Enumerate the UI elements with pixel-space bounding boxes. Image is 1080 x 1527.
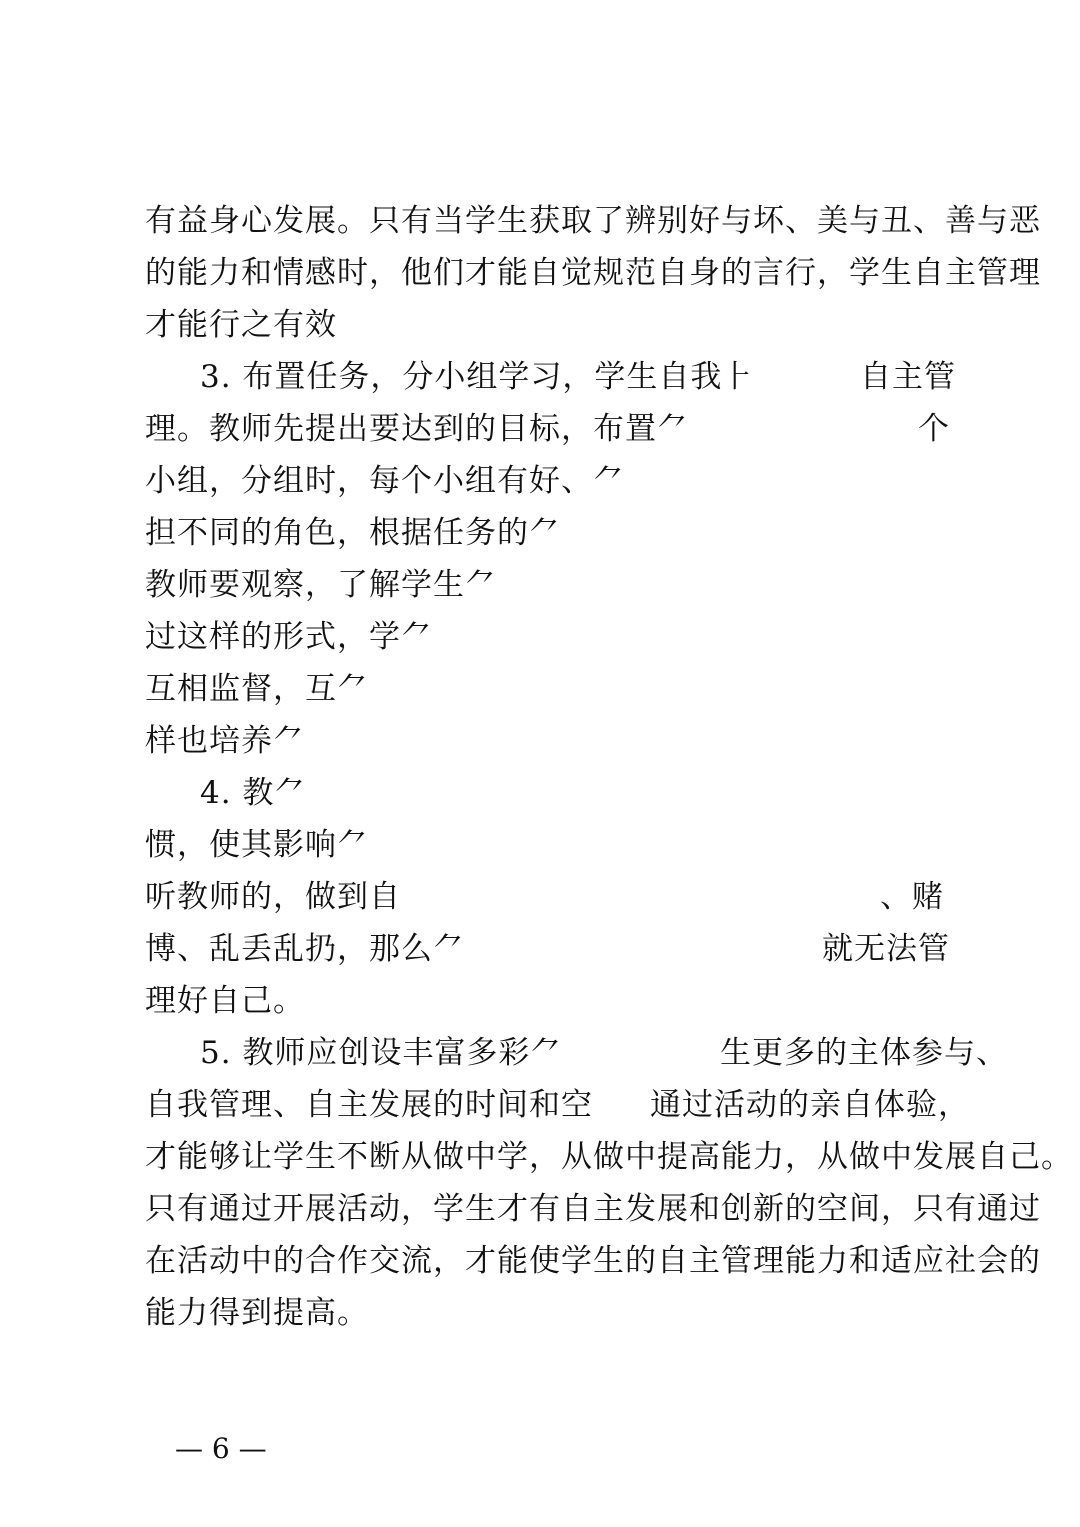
text-line-7: 担不同的角色，根据任务的⺈ bbox=[145, 515, 561, 551]
text-line-12: 4. 教⺈ bbox=[200, 775, 307, 811]
text-line-1: 有益身心发展。只有当学生获取了辨别好与坏、美与丑、善与恶 bbox=[145, 203, 1041, 239]
text-line-4: 3. 布置任务，分小组学习，学生自我⺊ bbox=[200, 359, 755, 395]
text-line-19: 才能够让学生不断从做中学，从做中提高能力，从做中发展自己。 bbox=[145, 1139, 1073, 1175]
text-line-8: 教师要观察，了解学生⺈ bbox=[145, 567, 497, 603]
text-line-20: 只有通过开展活动，学生才有自主发展和创新的空间，只有通过 bbox=[145, 1191, 1041, 1227]
text-line-5-right: 个 bbox=[918, 411, 950, 447]
page-number: — 6 — bbox=[175, 1432, 267, 1465]
text-line-10: 互相监督，互⺈ bbox=[145, 671, 369, 707]
text-line-14-right: 、赌 bbox=[880, 879, 944, 915]
text-line-21: 在活动中的合作交流，才能使学生的自主管理能力和适应社会的 bbox=[145, 1243, 1041, 1279]
text-line-16: 理好自己。 bbox=[145, 983, 305, 1019]
text-line-4-right: 自主管 bbox=[860, 359, 956, 395]
text-line-15: 博、乱丢乱扔，那么⺈ bbox=[145, 931, 465, 967]
text-line-11: 样也培养⺈ bbox=[145, 723, 305, 759]
text-line-9: 过这样的形式，学⺈ bbox=[145, 619, 433, 655]
text-line-13: 惯，使其影响⺈ bbox=[145, 827, 369, 863]
text-line-18-right: 通过活动的亲自体验， bbox=[650, 1087, 970, 1123]
text-line-6: 小组，分组时，每个小组有好、⺈ bbox=[145, 463, 625, 499]
text-line-22: 能力得到提高。 bbox=[145, 1295, 369, 1331]
text-line-17: 5. 教师应创设丰富多彩⺈ bbox=[200, 1035, 563, 1071]
text-line-14: 听教师的，做到自 bbox=[145, 879, 401, 915]
text-line-3: 才能行之有效 bbox=[145, 307, 337, 343]
text-line-17-right: 生更多的主体参与、 bbox=[720, 1035, 1008, 1071]
text-line-2: 的能力和情感时，他们才能自觉规范自身的言行，学生自主管理 bbox=[145, 255, 1041, 291]
text-line-15-right: 就无法管 bbox=[822, 931, 950, 967]
text-line-18: 自我管理、自主发展的时间和空 bbox=[145, 1087, 593, 1123]
text-line-5: 理。教师先提出要达到的目标，布置⺈ bbox=[145, 411, 689, 447]
